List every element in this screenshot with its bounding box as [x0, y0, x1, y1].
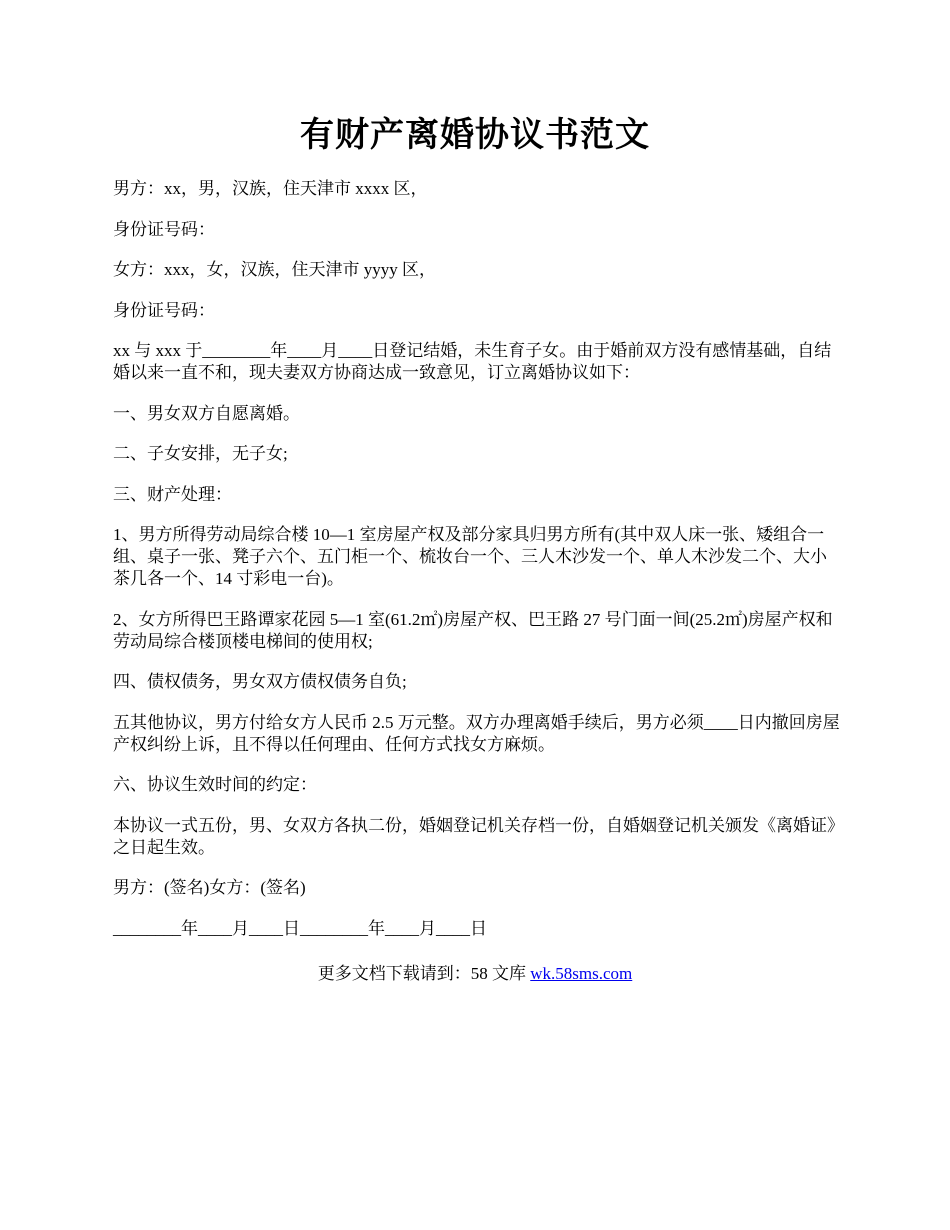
- id-number-female: 身份证号码：: [113, 300, 215, 320]
- footer-link[interactable]: wk.58sms.com: [530, 964, 633, 983]
- footer-text: 更多文档下载请到：58 文库: [317, 964, 531, 983]
- document-body: [113, 178, 843, 958]
- footer: [0, 963, 950, 985]
- effective-clause: 本协议一式五份，男、女双方各执二份，婚姻登记机关存档一份，自婚姻登记机关颁发《离婚证》之日起生效。: [113, 815, 836, 857]
- clause-6-effective-heading: 六、协议生效时间的约定：: [113, 775, 317, 794]
- clause-2-children: 二、子女安排，无子女;: [113, 444, 288, 463]
- preamble-paragraph: xx 与 xxx 于________年____月____日登记结婚，未生育子女。由于婚前双方没有感情基础，自结婚以来一直不和，现夫妻双方协商达成一致意见，订立离婚协议如下：: [113, 341, 832, 382]
- document-title: 有财产离婚协议书范文: [300, 117, 650, 154]
- clause-3-property-heading: 三、财产处理：: [113, 484, 232, 504]
- property-item-1: 1、男方所得劳动局综合楼 10—1 室房屋产权及部分家具归男方所有(其中双人床一张、矮组合一组、桌子一张、凳子六个、五门柜一个、梳妆台一个、三人木沙发一个、单人木沙发二个、大小茶几各一个、14 寸彩电一台)。: [113, 525, 827, 588]
- property-item-2: 2、女方所得巴王路谭家花园 5—1 室(61.2㎡)房屋产权、巴王路 27 号门面一间(25.2㎡)房屋产权和劳动局综合楼顶楼电梯间的使用权;: [113, 609, 833, 651]
- signature-line: 男方：(签名)女方：(签名): [113, 878, 306, 897]
- party-female: 女方：xxx，女，汉族，住天津市 yyyy 区，: [113, 260, 436, 279]
- clause-5-other: 五其他协议，男方付给女方人民币 2.5 万元整。双方办理离婚手续后，男方必须____日内撤回房屋产权纠纷上诉，且不得以任何理由、任何方式找女方麻烦。: [113, 712, 840, 754]
- date-line: ________年____月____日________年____月____日: [113, 918, 487, 938]
- clause-4-debts: 四、债权债务，男女双方债权债务自负;: [113, 672, 407, 691]
- party-male: 男方：xx，男，汉族，住天津市 xxxx 区，: [113, 179, 428, 198]
- id-number-male: 身份证号码：: [113, 219, 215, 239]
- clause-1-divorce: 一、男女双方自愿离婚。: [113, 403, 300, 423]
